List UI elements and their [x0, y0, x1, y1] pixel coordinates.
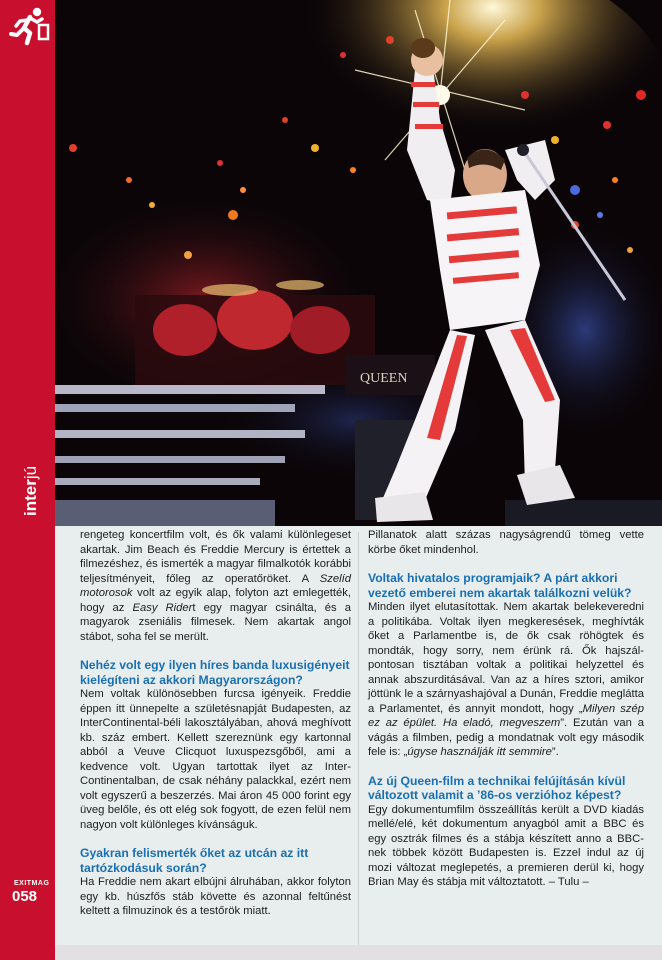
article-column-right: [368, 528, 644, 890]
interview-question: Nehéz volt egy ilyen híres banda luxusigényeit kielégíteni az akkori Magyarországon?: [80, 658, 350, 687]
article-body: [55, 526, 662, 960]
author-signature: – Tulu –: [545, 876, 589, 888]
quote: úgyse használják itt semmire: [407, 746, 552, 758]
interview-answer: Nem voltak különösebben furcsa igényeik. Freddie éppen itt ünnepelte a születésnapját Budapesten, az InterContinental-béli lakosztályában, ahová meghívott kb. száz embert. Kellett szereznünk egy kartonnal abból a Veuve Clicquot luxuspezsgőből, ami a kedvence volt. Ugyan tartottak ilyet az InterContinentalban, de csak néhány palackkal, ezért nem volt egyszerű a beszerzés. Mai áron 45 000 forint egy üveg belőle, és ott elég sok fogyott, de ezen felül nem nagyon volt különleges kívánságuk.: [80, 688, 351, 831]
paragraph-text: Egy dokumentumfilm összeállítás került a DVD kiadás mellé/elé, két dokumentum anyagból amit a BBC és egy osztrák filmes és a stábja készített anno a BBC-nek többek között Budapesten is. Ezzel indul az új mozi változat meglepetés, a premieren derül ki, hogy Brian May és stábja mit változtatott.: [368, 803, 644, 888]
column-divider: [358, 532, 359, 952]
interview-answer: [368, 600, 644, 760]
section-label-bold: inter: [21, 479, 40, 516]
interview-question: Gyakran felismerték őket az utcán az itt tartózkodásuk során?: [80, 846, 309, 875]
magazine-name: EXITMAG: [14, 880, 50, 887]
film-title: Szelíd motorosok: [80, 572, 351, 599]
interview-answer-continued: Pillanatok alatt százas nagyságrendű tömeg vette körbe őket mindenhol.: [368, 529, 644, 556]
paragraph-intro: [80, 528, 351, 644]
section-label: [16, 465, 46, 516]
film-title: Easy Rider: [132, 601, 193, 614]
paragraph-text: rengeteg koncertfilm volt, és ők valami különlegeset akartak. Jim Beach és Freddie Mercury is értettek a filmezéshez, és ismerték a magyar filmalkotók korábbi teljesítményeit, főleg az operatőröket. A: [80, 529, 351, 585]
interview-answer: Ha Freddie nem akart elbújni álruhában, akkor folyton egy kb. húszfős stáb követte és azonnal feltűnést keltett a filmuzinok és a testőrök miatt.: [80, 876, 351, 917]
paragraph-text: volt az egyik alap, folyton azt emlegették, hogy az: [80, 587, 351, 614]
section-label-light: jú: [21, 465, 40, 480]
quote: Milyen szép ez az épület. Ha eladó, megveszem: [368, 702, 644, 729]
paragraph-text: Minden ilyet elutasítottak. Nem akartak belekeveredni a politikába. Voltak ilyen megkeresések, meghívták őket a Parlamentbe is, de ők csak röhögtek és mondták, hogy sorry, nem érünk rá. Ők hajszálpontosan tisztában voltak a politikai helyzettel és annak abszurditásával. Van az a híres sztori, amikor jöttünk le a szárnyashajóval a Dunán, Freddie meglátta a Parlamentet, és annyit mondott, hogy „: [368, 601, 644, 715]
interview-question: Voltak hivatalos programjaik? A párt akkori vezető emberei nem akartak találkozni velük?: [368, 571, 632, 600]
concert-performer-photo: [55, 0, 662, 526]
drum-logo: QUEEN: [360, 371, 408, 386]
interview-question: Az új Queen-film a technikai felújításán kívül változott valamit a ’86-os verzióhoz képest?: [368, 773, 626, 802]
paragraph-text: t egy magyar csinálta, és a magyarok zseniális filmesek. Nem akartak angol stábot, soha fel se merült.: [80, 601, 351, 643]
interview-answer: [368, 803, 644, 890]
paragraph-text: ”.: [551, 746, 559, 758]
article-column-left: [80, 528, 351, 919]
page-number: 058: [12, 888, 38, 905]
photo-illustration: [55, 0, 662, 526]
page-bottom-edge: [55, 945, 662, 960]
running-man-exit-icon: [6, 4, 50, 48]
paragraph-text: ”. Ezután van a vágás a filmben, pedig a mondatnak volt egy második fele is: „: [368, 717, 644, 758]
section-sidebar: [0, 0, 55, 960]
